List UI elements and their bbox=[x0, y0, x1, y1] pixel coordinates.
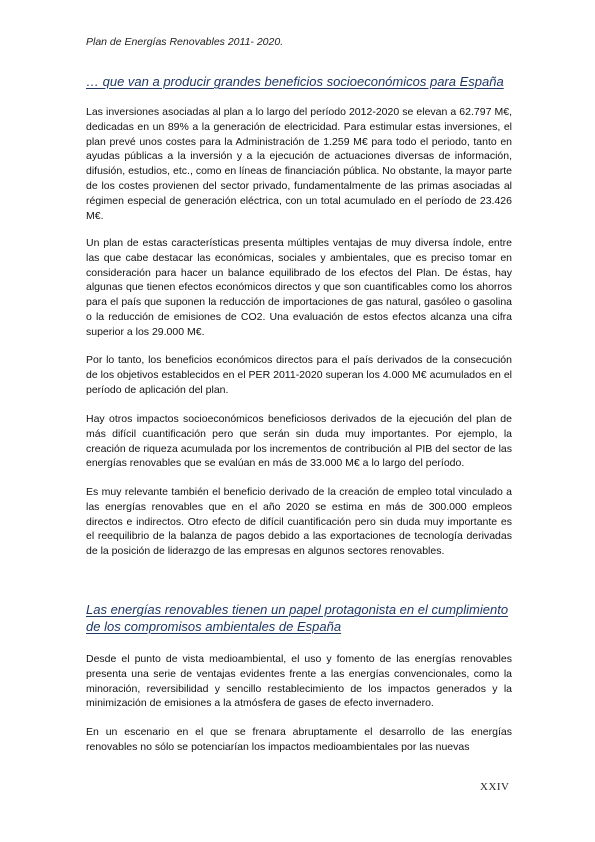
paragraph: Es muy relevante también el beneficio derivado de la creación de empleo total vinculado a las energías renovables que en el año 2020 se estima en más de 300.000 empleos directos e indirectos. Otro efecto de difícil cuantificación pero sin duda muy importante es el reequilibrio de la balanza de pagos debido a las exportaciones de tecnología derivadas de la posición de liderazgo de las empresas en algunos sectores renovables. bbox=[86, 486, 512, 558]
page-number: XXIV bbox=[480, 781, 510, 793]
paragraph: Hay otros impactos socioeconómicos beneficiosos derivados de la ejecución del plan de más difícil cuantificación pero que serán sin duda muy importantes. Por ejemplo, la creación de riqueza acumulada por los incrementos de contribución al PIB del sector de las energías renovables que se evalúan en más de 33.000 M€ a lo largo del período. bbox=[86, 413, 512, 470]
paragraph: Desde el punto de vista medioambiental, el uso y fomento de las energías renovables presenta una serie de ventajas evidentes frente a las energías convencionales, como la minoración, reversibilidad y sencillo restablecimiento de los impactos generados y la minimización de emisiones a la atmósfera de gases de efecto invernadero. bbox=[86, 653, 512, 710]
section-heading-environmental: Las energías renovables tienen un papel protagonista en el cumplimiento de los compromisos ambientales de España bbox=[86, 602, 509, 634]
running-header: Plan de Energías Renovables 2011- 2020. bbox=[86, 36, 284, 48]
paragraph: Un plan de estas características presenta múltiples ventajas de muy diversa índole, entre las que cabe destacar las económicas, sociales y ambientales, que es preciso tomar en consideración para hacer un balance equilibrado de los efectos del Plan. De éstas, hay algunas que tienen efectos económicos directos y que son cuantificables como los ahorros para el país que suponen la reducción de importaciones de gas natural, gasóleo o gasolina o la reducción de emisiones de CO2. Una evaluación de estos efectos alcanza una cifra superior a los 29.000 M€. bbox=[86, 237, 512, 338]
paragraph: En un escenario en el que se frenara abruptamente el desarrollo de las energías renovables no sólo se potenciarían los impactos medioambientales por las nuevas bbox=[86, 726, 512, 753]
section-heading-socioeconomic: … que van a producir grandes beneficios socioeconómicos para España bbox=[86, 74, 504, 89]
paragraph: Las inversiones asociadas al plan a lo largo del período 2012-2020 se elevan a 62.797 M€, dedicadas en un 89% a la generación de electricidad. Para estimular estas inversiones, el plan prevé unos costes para la Administración de 1.259 M€ para todo el periodo, tanto en ayudas públicas a la inversión y a la ejecución de actuaciones diversas de información, difusión, estudios, etc., como en líneas de financiación pública. No obstante, la mayor parte de los costes provienen del sector privado, fundamentalmente de las primas asociadas al régimen especial de generación eléctrica, con un total acumulado en el período de 23.426 M€. bbox=[86, 106, 512, 222]
paragraph: Por lo tanto, los beneficios económicos directos para el país derivados de la consecución de los objetivos establecidos en el PER 2011-2020 superan los 4.000 M€ acumulados en el período de aplicación del plan. bbox=[86, 354, 512, 396]
